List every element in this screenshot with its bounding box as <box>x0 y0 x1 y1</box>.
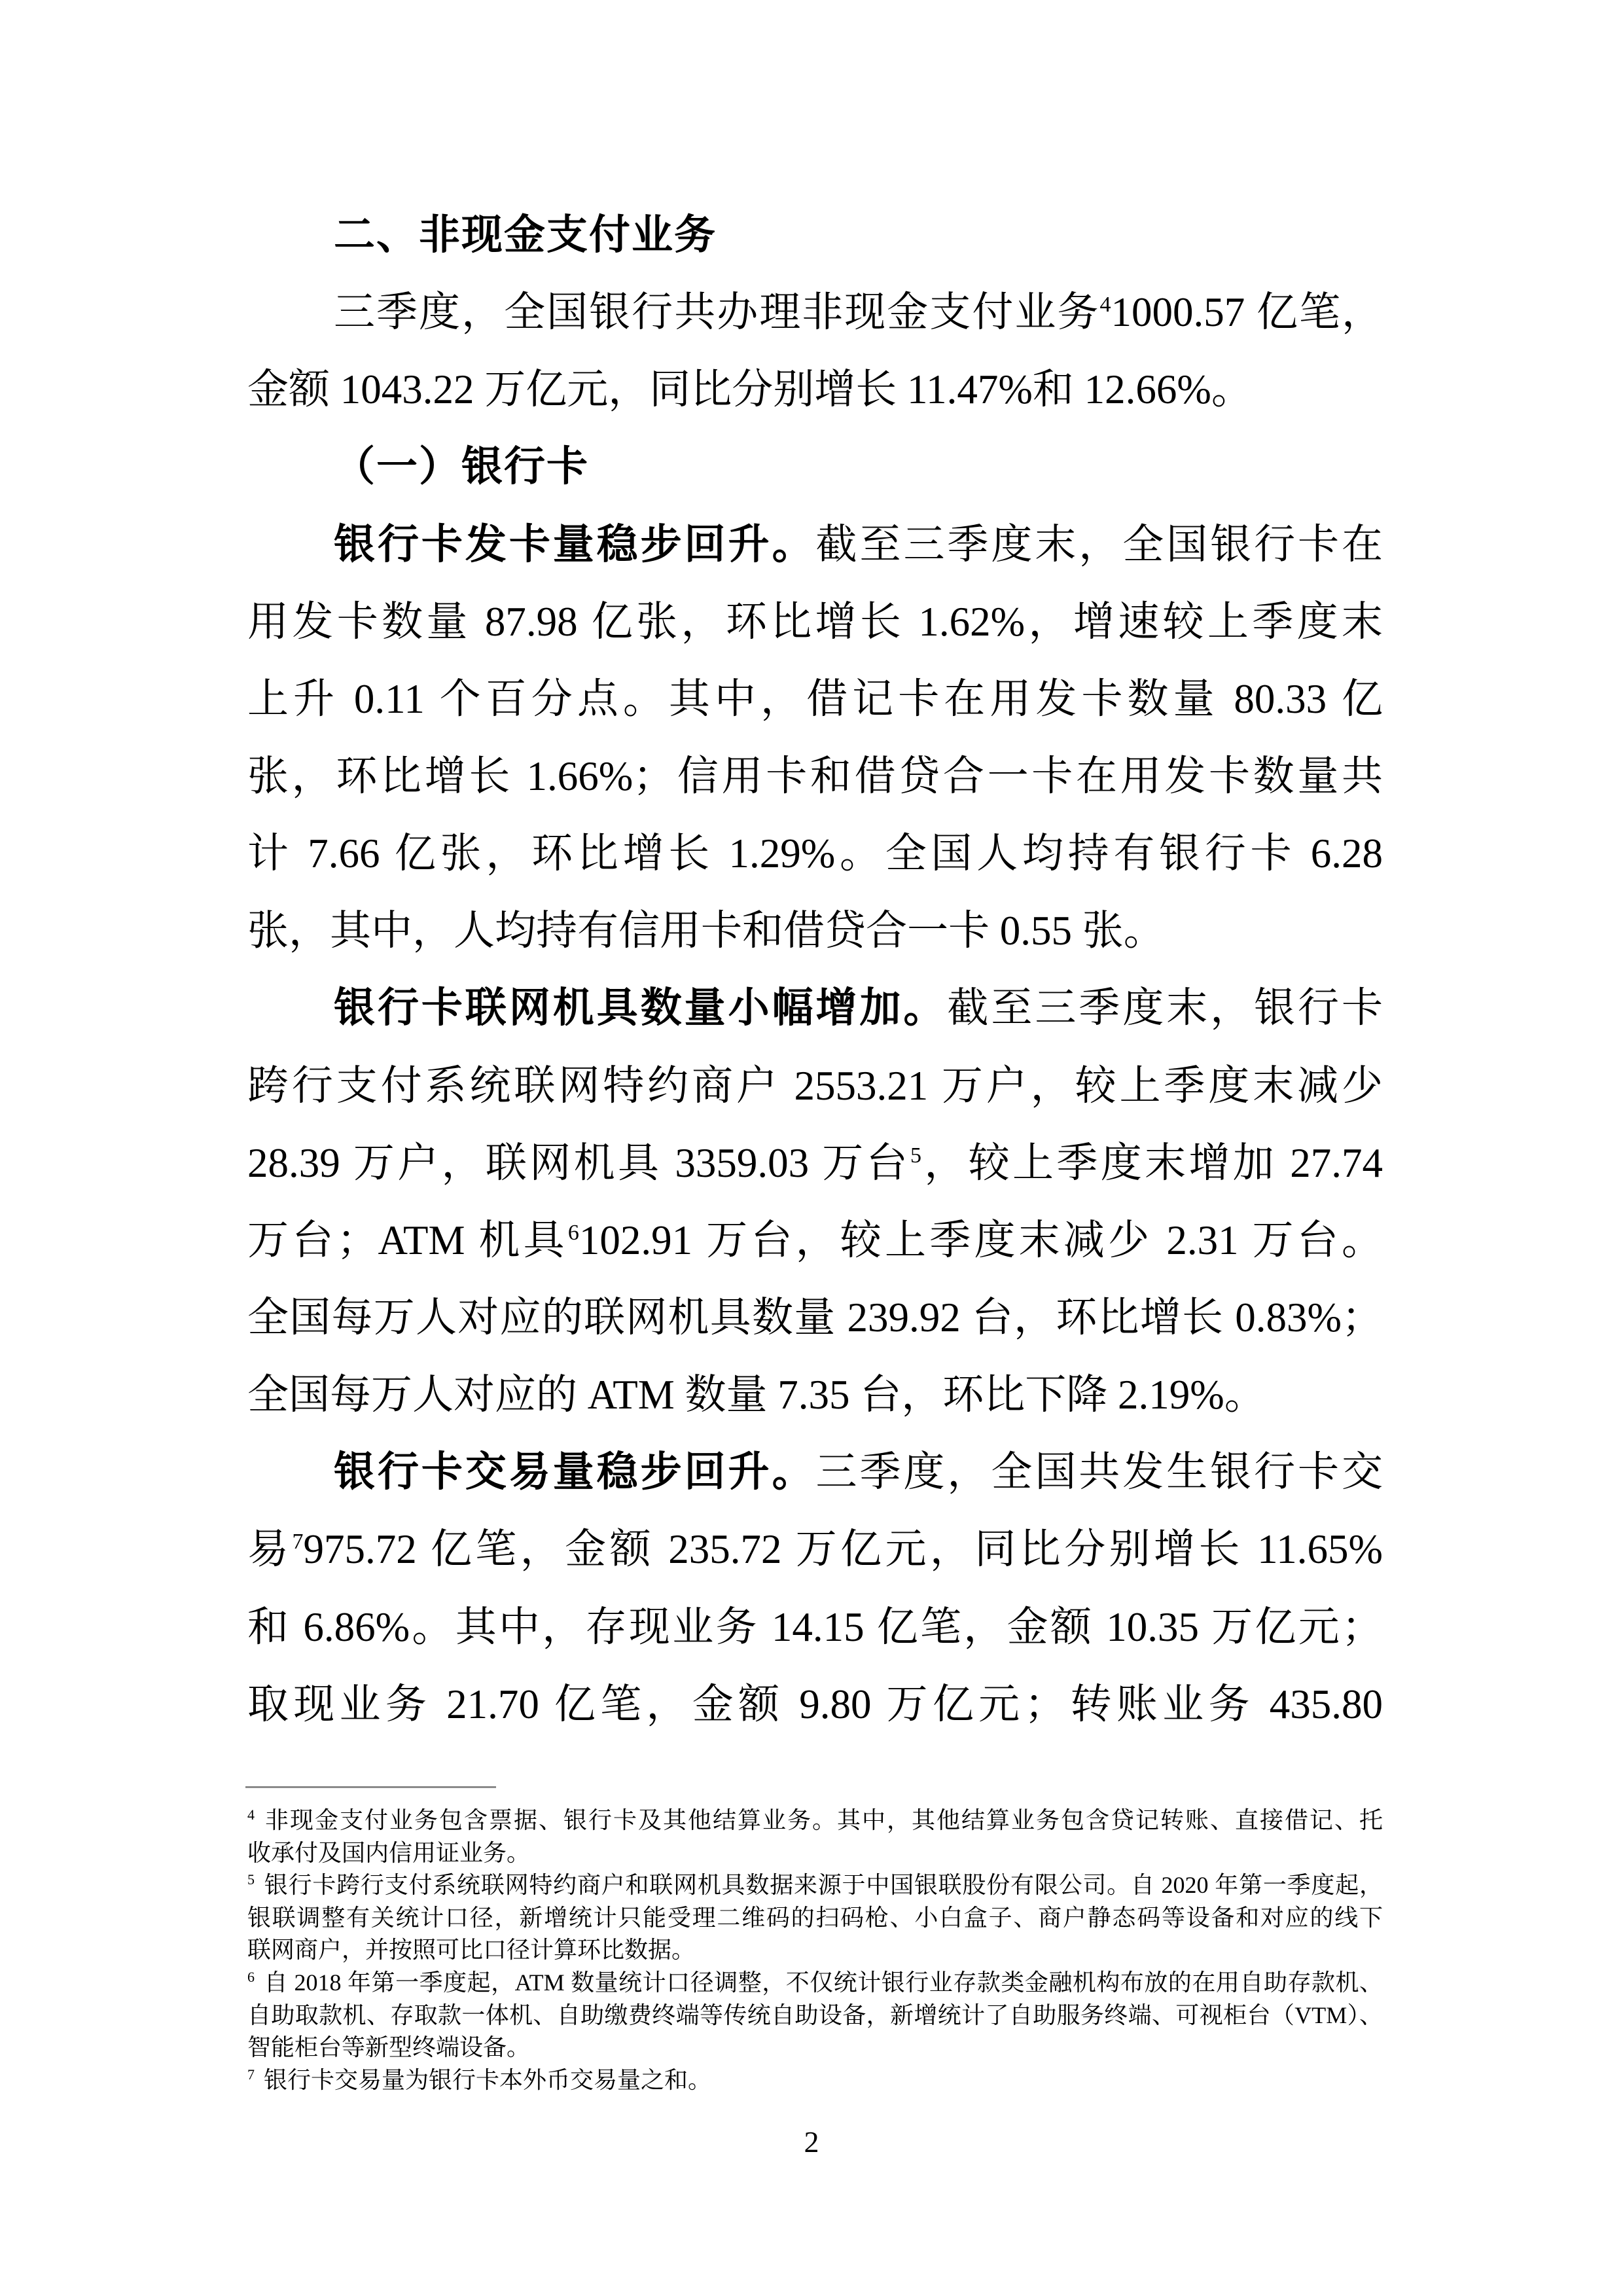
text-run: 易 <box>247 1526 293 1573</box>
footnote-4-line-2: 收承付及国内信用证业务。 <box>247 1839 531 1866</box>
subsection-heading: （一）银行卡 <box>334 444 589 490</box>
footnote-marker-5: 5 <box>247 1871 255 1888</box>
paragraph-2-line-6: 张，其中，人均持有信用卡和借贷合一卡 0.55 张。 <box>247 908 1165 954</box>
text-run: 万台；ATM 机具 <box>247 1217 568 1263</box>
footnote-5-line-2: 银联调整有关统计口径，新增统计只能受理二维码的扫码枪、小白盒子、商户静态码等设备和对应的线下 <box>247 1904 1383 1931</box>
text-run: 截至三季度末，银行卡 <box>947 985 1383 1031</box>
text-run: 三季度，全国银行共办理非现金支付业务 <box>334 289 1100 336</box>
paragraph-2-line-2: 用发卡数量 87.98 亿张，环比增长 1.62%，增速较上季度末 <box>247 598 1383 645</box>
footnote-5-line-3: 联网商户，并按照可比口径计算环比数据。 <box>247 1937 696 1964</box>
paragraph-4-line-1 <box>247 1433 1383 1511</box>
text-run: 102.91 万台，较上季度末减少 2.31 万台。 <box>579 1217 1383 1263</box>
paragraph-4-line-3: 和 6.86%。其中，存现业务 14.15 亿笔，金额 10.35 万亿元； <box>247 1604 1383 1650</box>
paragraph-3-line-1 <box>247 969 1383 1047</box>
footnote-5-line-1 <box>247 1869 1383 1902</box>
paragraph-3-line-2: 跨行支付系统联网特约商户 2553.21 万户，较上季度末减少 <box>247 1062 1383 1109</box>
text-run: 975.72 亿笔，金额 235.72 万亿元，同比分别增长 11.65% <box>303 1526 1383 1573</box>
footnote-ref-5: 5 <box>910 1143 921 1168</box>
footnote-ref-7: 7 <box>292 1530 304 1554</box>
footnote-ref-6: 6 <box>567 1220 579 1245</box>
text-run: ，较上季度末增加 27.74 <box>921 1139 1383 1186</box>
paragraph-3-line-4 <box>247 1202 1383 1279</box>
bold-lead-in: 银行卡发卡量稳步回升。 <box>334 521 816 567</box>
footnote-marker-6: 6 <box>247 1968 255 1985</box>
footnote-marker-4: 4 <box>247 1806 255 1823</box>
text-run: 1000.57 亿笔， <box>1111 289 1383 336</box>
text-run: 银行卡交易量为银行卡本外币交易量之和。 <box>264 2066 712 2093</box>
footnote-4-line-1 <box>247 1804 1383 1837</box>
bold-lead-in: 银行卡联网机具数量小幅增加。 <box>334 985 948 1031</box>
text-run: 截至三季度末，全国银行卡在 <box>815 521 1383 567</box>
text-run: 自 2018 年第一季度起，ATM 数量统计口径调整，不仅统计银行业存款类金融机构布放的在用自助存款机、 <box>264 1969 1383 1996</box>
paragraph-1-line-2: 金额 1043.22 万亿元，同比分别增长 11.47%和 12.66%。 <box>247 367 1253 413</box>
paragraph-4-line-4: 取现业务 21.70 亿笔，金额 9.80 万亿元；转账业务 435.80 <box>247 1681 1383 1727</box>
footnote-7-line-1 <box>247 2064 1383 2097</box>
paragraph-2-line-4: 张，环比增长 1.66%；信用卡和借贷合一卡在用发卡数量共 <box>247 753 1383 799</box>
paragraph-2-line-3: 上升 0.11 个百分点。其中，借记卡在用发卡数量 80.33 亿 <box>247 675 1383 722</box>
text-run: 非现金支付业务包含票据、银行卡及其他结算业务。其中，其他结算业务包含贷记转账、直接借记、托 <box>264 1807 1383 1833</box>
paragraph-4-line-2 <box>247 1511 1383 1588</box>
bold-lead-in: 银行卡交易量稳步回升。 <box>334 1449 816 1496</box>
paragraph-3-line-3 <box>247 1124 1383 1202</box>
section-heading: 二、非现金支付业务 <box>334 212 717 258</box>
footnotes <box>247 1804 1383 2096</box>
body-text <box>247 196 1383 1743</box>
text-run: 三季度，全国共发生银行卡交 <box>815 1449 1383 1496</box>
paragraph-2-line-5: 计 7.66 亿张，环比增长 1.29%。全国人均持有银行卡 6.28 <box>247 831 1383 877</box>
footnote-6-line-3: 智能柜台等新型终端设备。 <box>247 2034 531 2061</box>
text-run: 银行卡跨行支付系统联网特约商户和联网机具数据来源于中国银联股份有限公司。自 2020 年第一季度起， <box>264 1872 1383 1899</box>
paragraph-3-line-6: 全国每万人对应的 ATM 数量 7.35 台，环比下降 2.19%。 <box>247 1372 1266 1418</box>
paragraph-3-line-5: 全国每万人对应的联网机具数量 239.92 台，环比增长 0.83%； <box>247 1294 1383 1340</box>
footnote-6-line-2: 自助取款机、存取款一体机、自助缴费终端等传统自助设备，新增统计了自助服务终端、可视柜台（VTM）、 <box>247 2001 1383 2028</box>
paragraph-2-line-1 <box>247 506 1383 583</box>
paragraph-1-line-1 <box>247 274 1383 351</box>
footnote-6-line-1 <box>247 1967 1383 2000</box>
footnote-ref-4: 4 <box>1099 293 1111 317</box>
footnote-separator <box>245 1786 496 1788</box>
page-number: 2 <box>804 2125 819 2159</box>
footnote-marker-7: 7 <box>247 2066 255 2083</box>
text-run: 28.39 万户，联网机具 3359.03 万台 <box>247 1139 910 1186</box>
